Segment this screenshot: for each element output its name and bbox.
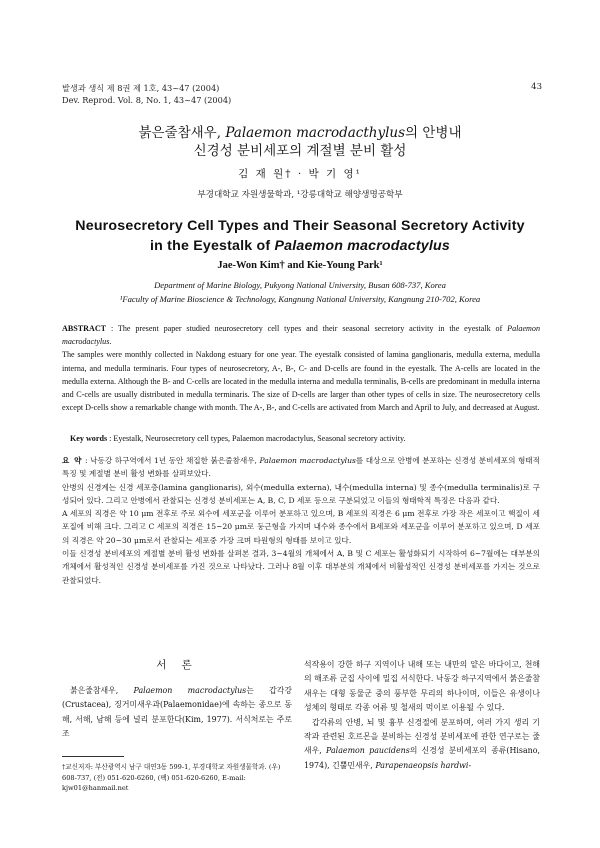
keywords: Key words : Eyestalk, Neurosecretory cell types, Palaemon macrodactylus, Seasonal secretory activity.	[70, 434, 406, 443]
korean-summary	[62, 454, 540, 587]
abstract-label: ABSTRACT	[62, 324, 107, 333]
english-title	[0, 216, 600, 256]
summary-para-2: 안병의 신경계는 신경 세포층(lamina ganglionaris), 외수(medulla externa), 내수(medulla interna) 및 종수(medulla terminalis)로 구성되어 있다. 그리고 안병에서 관찰되는 신경성 분비세포는 A, B, C, D 세포 등으로 구분되었고 이들의 형태학적 특징은 다음과 같다.	[62, 482, 540, 505]
intro-right-column	[304, 658, 540, 773]
affiliation-2: ¹Faculty of Marine Bioscience & Technology, Kangnung National University, Kangnung 210-702, Korea	[119, 294, 481, 304]
intro-right-para-2: 갑각류의 안병, 뇌 및 흉부 신경절에 분포하며, 여러 가지 생리 기작과 관련된 호르몬을 분비하는 신경성 분비세포에 관한 연구로는 줄새우, Palaemon paucidens의 신경성 분비세포의 종류(Hisano, 1974), 긴뿔민새우, Parapenaeopsis hardwi-	[304, 717, 540, 770]
journal-citation-en: Dev. Reprod. Vol. 8, No. 1, 43~47 (2004)	[62, 95, 232, 105]
korean-affiliations: 부경대학교 자원생물학과, ¹강릉대학교 해양생명공학부	[197, 190, 403, 200]
english-authors: Jae-Won Kim† and Kie-Young Park¹	[217, 260, 383, 271]
footnote-rule	[62, 756, 124, 757]
summary-para-3: A 세포의 직경은 약 10 μm 전후로 주로 외수에 세포군을 이루어 분포하고 있으며, B 세포의 직경은 6 μm 전후로 가장 작은 세포이고 핵질이 세포질에 비해 크다. 그리고 C 세포의 직경은 15~20 μm로 둥근형을 가지며 내수와 종수에서 B세포와 세포군을 이루어 분포하고 있으며, D 세포의 직경은 약 20~30 μm로서 관찰되는 세포중 가장 크며 타원형의 형태를 보이고 있다.	[62, 509, 540, 545]
abstract-para-1: ABSTRACT : The present paper studied neurosecretory cell types and their seasonal secretory activity in the eyestalk of Palaemon macrodactylus.	[62, 324, 540, 347]
intro-right-para-1: 석작용이 강한 하구 지역이나 내해 또는 내만의 얕은 바다이고, 천해의 해조류 군집 사이에 밀집 서식한다. 낙동강 하구지역에서 붉은줄참새우는 대형 동물군 중의 풍부한 무리의 하나이며, 이들은 유생이나 성체의 형태로 각종 어류 및 철새의 먹이로 이용될 수 있다.	[304, 660, 541, 713]
english-title-species: Palaemon macrodactylus	[274, 238, 450, 254]
abstract	[62, 322, 540, 414]
journal-citation-kr: 발생과 생식 제 8권 제 1호, 43~47 (2004)	[62, 83, 220, 93]
summary-para-4: 이들 신경성 분비세포의 계절별 분비 활성 변화를 살펴본 결과, 3~4월의 개체에서 A, B 및 C 세포는 활성화되기 시작하여 6~7월에는 대부분의 개체에서 활성적인 신경성 분비세포를 가진 것으로 나타났다. 그러나 8월 이후 대부분의 개체에서 비활성적인 신경성 분비세포를 가지는 것으로 관찰되었다.	[62, 549, 540, 585]
english-affiliations	[0, 278, 600, 306]
corresponding-author-footnote: †교신저자: 부산광역시 남구 대연3동 599-1, 부경대학교 자원생물학과. (우) 608-737, (전) 051-620-6260, (팩) 051-620-6260, E-mail: kjw01@hanmail.net	[62, 763, 281, 792]
abstract-para-2: The samples were monthly collected in Nakdong estuary for one year. The eyestalk consisted of lamina ganglionaris, medulla externa, medulla interna, and medulla terminaris. Four types of neurosecretory, A-, B-, C- and D-cells are found in the eyestalk. The A-cells are located in the medulla externa. Although the B- and C-cells are located in the medulla interna and medulla terminalis, B-cells are predominant in medulla interna and C-cells are usually distributed in medulla terminaris. The size of D-cells are larger than other types of cells in size. The neurosecretory cells except D-cells show a remarkable change with month. The A-, B-, and C-cells are activated from March and April to July, and decreased at August.	[62, 350, 540, 413]
intro-left-column	[62, 656, 292, 742]
korean-authors: 김 재 원† · 박 기 영¹	[238, 168, 362, 180]
journal-header	[62, 82, 231, 106]
section-heading-introduction: 서 론	[156, 659, 198, 671]
korean-title	[0, 124, 600, 160]
korean-title-line2: 신경성 분비세포의 계절별 분비 활성	[193, 143, 407, 159]
korean-title-species: Palaemon macrodacthylus	[225, 125, 406, 141]
english-title-line2: in the Eyestalk of Palaemon macrodactylus	[150, 238, 450, 254]
page-number: 43	[531, 82, 542, 92]
korean-title-line1: 붉은줄참새우, Palaemon macrodacthylus의 안병내	[138, 125, 462, 141]
keywords-label: Key words	[70, 434, 108, 443]
affiliation-1: Department of Marine Biology, Pukyong National University, Busan 608-737, Korea	[154, 280, 446, 290]
summary-label: 요 약	[62, 456, 83, 465]
summary-para-1: 요 약 : 낙동강 하구역에서 1년 동안 채집한 붉은줄참새우, Palaemon macrodactylus를 대상으로 안병에 분포하는 신경성 분비세포의 형태적 특징 및 계절별 분비 활성 변화를 살펴보았다.	[62, 456, 540, 479]
intro-left-para: 붉은줄참새우, Palaemon macrodactylus는 갑각강(Crustacea), 징거미새우과(Palaemonidae)에 속하는 종으로 동해, 서해, 남해 등에 널리 분포한다(Kim, 1977). 서식처로는 주로 조	[62, 686, 293, 739]
english-title-line1: Neurosecretory Cell Types and Their Seasonal Secretory Activity	[75, 218, 525, 234]
